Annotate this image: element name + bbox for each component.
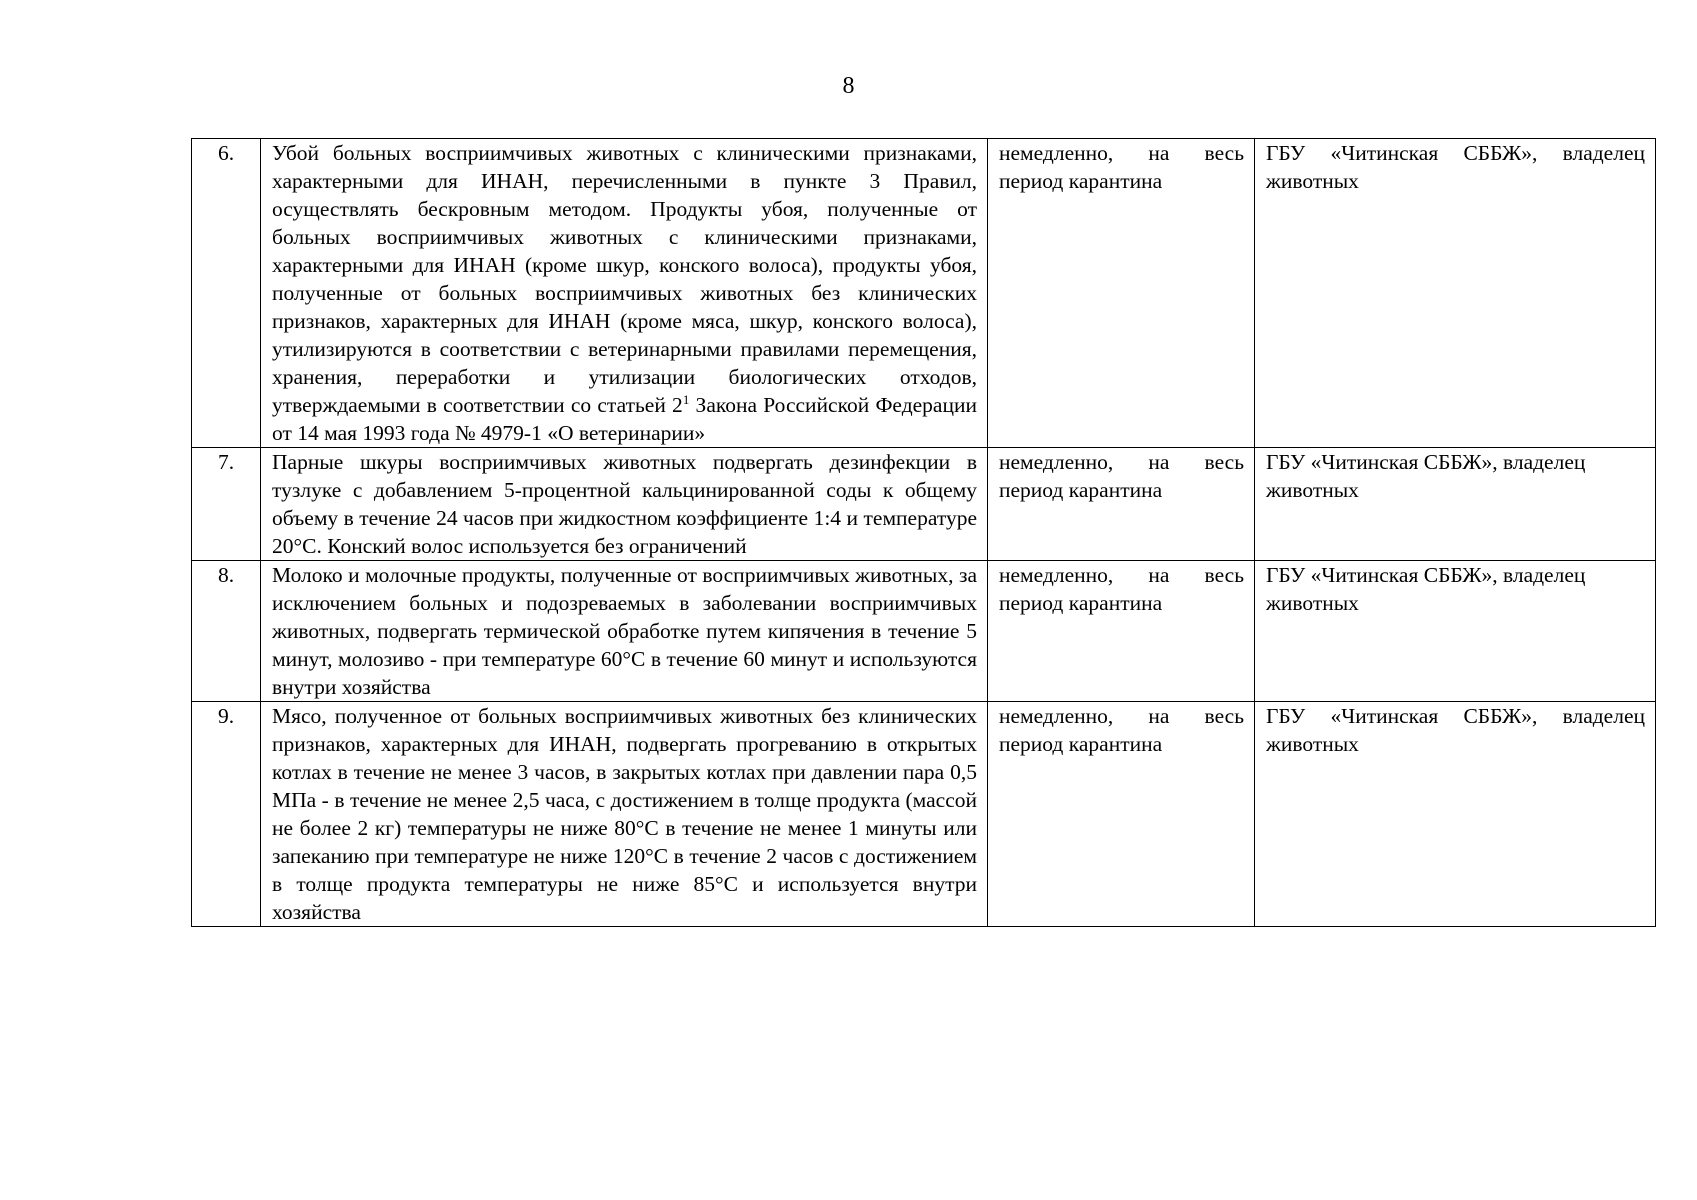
measure-cell: Мясо, полученное от больных восприимчивых животных без клинических признаков, характерных для ИНАН, подвергать прогреванию в открытых котлах в течение не менее 3 часов, в закрытых котлах при давлении пара 0,5 МПа - в течение не менее 2,5 часа, с достижением в толще продукта (массой не более 2 кг) температуры не ниже 80°С в течение не менее 1 минуты или запеканию при температуре не ниже 120°С в течение 2 часов с достижением в толще продукта температуры не ниже 85°С и используется внутри хозяйства xyxy=(261,702,988,927)
measures-table xyxy=(191,138,1656,927)
deadline-cell: немедленно, на весь период карантина xyxy=(988,448,1255,561)
table-row xyxy=(192,139,1656,448)
measure-cell: Парные шкуры восприимчивых животных подвергать дезинфекции в тузлуке с добавлением 5-процентной кальцинированной соды к общему объему в течение 24 часов при жидкостном коэффициенте 1:4 и температуре 20°С. Конский волос используется без ограничений xyxy=(261,448,988,561)
row-number: 9. xyxy=(192,702,261,927)
measure-superscript: 1 xyxy=(682,391,690,407)
responsible-cell: ГБУ «Читинская СББЖ», владелец животных xyxy=(1255,702,1656,927)
responsible-cell: ГБУ «Читинская СББЖ», владелец животных xyxy=(1255,448,1656,561)
measure-cell: Молоко и молочные продукты, полученные от восприимчивых животных, за исключением больных и подозреваемых в заболевании восприимчивых животных, подвергать термической обработке путем кипячения в течение 5 минут, молозиво - при температуре 60°С в течение 60 минут и используются внутри хозяйства xyxy=(261,561,988,702)
responsible-cell: ГБУ «Читинская СББЖ», владелец животных xyxy=(1255,561,1656,702)
table-row xyxy=(192,702,1656,927)
measure-cell xyxy=(261,139,988,448)
deadline-cell: немедленно, на весь период карантина xyxy=(988,702,1255,927)
row-number: 8. xyxy=(192,561,261,702)
table-row xyxy=(192,561,1656,702)
table-row xyxy=(192,448,1656,561)
measure-text-continued: Закона Российской Федерации от 14 мая 1993 года № 4979-1 «О ветеринарии» xyxy=(272,393,977,445)
measure-text: Убой больных восприимчивых животных с клиническими признаками, характерными для ИНАН, перечисленными в пункте 3 Правил, осуществлять бескровным методом. Продукты убоя, полученные от больных восприимчивых животных с клиническими признаками, характерными для ИНАН (кроме шкур, конского волоса), продукты убоя, полученные от больных восприимчивых животных без клинических признаков, характерных для ИНАН (кроме мяса, шкур, конского волоса), утилизируются в соответствии с ветеринарными правилами перемещения, хранения, переработки и утилизации биологических отходов, утверждаемыми в соответствии со статьей 2 xyxy=(272,141,977,417)
deadline-cell: немедленно, на весь период карантина xyxy=(988,139,1255,448)
page-number: 8 xyxy=(842,73,855,99)
row-number: 6. xyxy=(192,139,261,448)
row-number: 7. xyxy=(192,448,261,561)
responsible-cell: ГБУ «Читинская СББЖ», владелец животных xyxy=(1255,139,1656,448)
deadline-cell: немедленно, на весь период карантина xyxy=(988,561,1255,702)
